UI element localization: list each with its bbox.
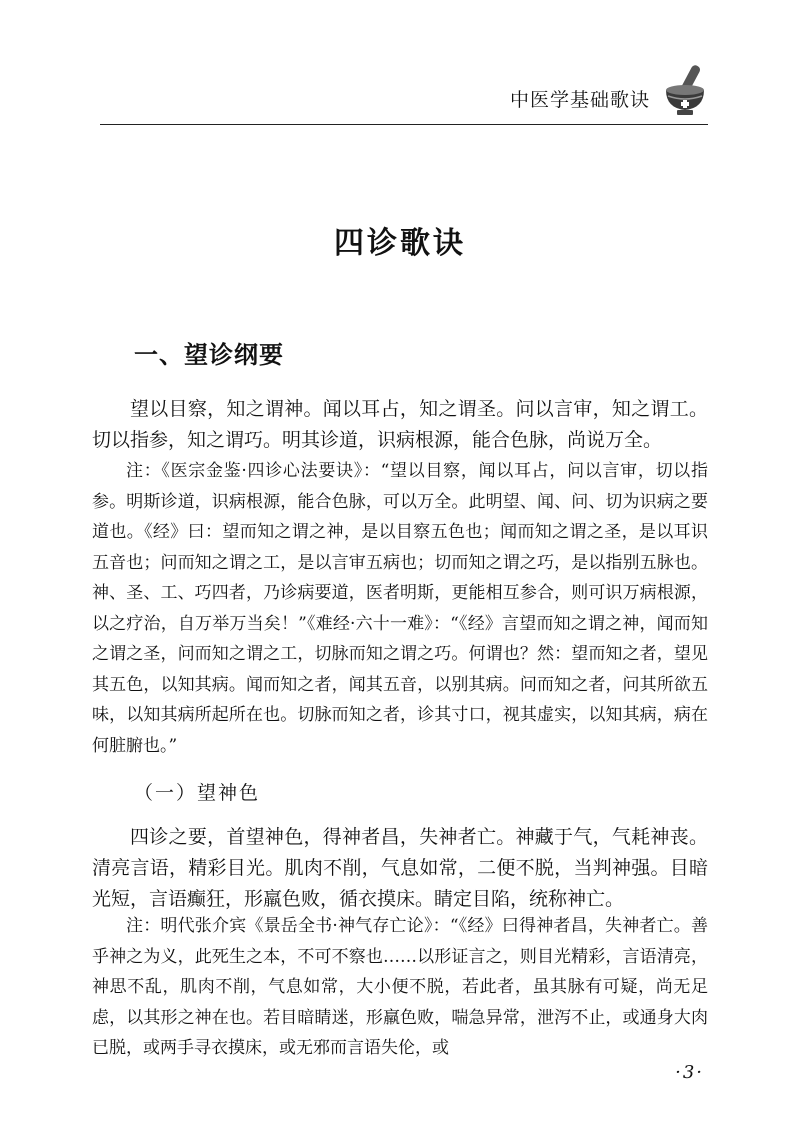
verse-paragraph: 望以目察，知之谓神。闻以耳占，知之谓圣。问以言审，知之谓工。切以指参，知之谓巧。明其诊道，识病根源，能合色脉，尚说万全。 [92, 398, 708, 451]
section-heading: 一、望诊纲要 [134, 341, 284, 369]
subsection-note [92, 911, 708, 1064]
subsection-heading: （一）望神色 [134, 782, 261, 804]
page-number: ·3· [675, 1062, 704, 1083]
header-title: 中医学基础歌诀 [509, 88, 650, 111]
note-paragraph: 注：《医宗金鉴·四诊心法要诀》：“望以目察，闻以耳占，问以言审，切以指参。明斯诊道，识病根源，能合色脉，可以万全。此明望、闻、问、切为识病之要道也。《经》曰：望而知之谓之神，是以目察五色也；闻而知之谓之圣，是以耳识五音也；问而知之谓之工，是以言审五病也；切而知之谓之巧，是以指别五脉也。神、圣、工、巧四者，乃诊病要道，医者明斯，更能相互参合，则可识万病根源，以之疗治，自万举万当矣！”《难经·六十一难》：“《经》言望而知之谓之神，闻而知之谓之圣，问而知之谓之工，切脉而知之谓之巧。何谓也？然：望而知之者，望见其五色，以知其病。闻而知之者，闻其五音，以别其病。问而知之者，问其所欲五味，以知其病所起所在也。切脉而知之者，诊其寸口，视其虚实，以知其病，病在何脏腑也。” [92, 461, 708, 756]
note-paragraph: 注：明代张介宾《景岳全书·神气存亡论》：“《经》曰得神者昌，失神者亡。善乎神之为义，此死生之本，不可不察也……以形证言之，则目光精彩，言语清亮，神思不乱，肌肉不削，气息如常，大小便不脱，若此者，虽其脉有可疑，尚无足虑，以其形之神在也。若目暗睛迷，形羸色败，喘急异常，泄泻不止，或通身大肉已脱，或两手寻衣摸床，或无邪而言语失伦，或 [92, 916, 708, 1058]
subsection-verse [92, 822, 708, 915]
header-rule [100, 124, 708, 125]
section-verse [92, 394, 708, 456]
mortar-pestle-icon [662, 62, 708, 118]
page-title: 四诊歌诀 [334, 226, 466, 261]
section-note [92, 456, 708, 761]
verse-paragraph: 四诊之要，首望神色，得神者昌，失神者亡。神藏于气，气耗神丧。清亮言语，精彩目光。肌肉不削，气息如常，二便不脱，当判神强。目暗光短，言语癫狂，形羸色败，循衣摸床。睛定目陷，统称神亡。 [92, 826, 708, 910]
